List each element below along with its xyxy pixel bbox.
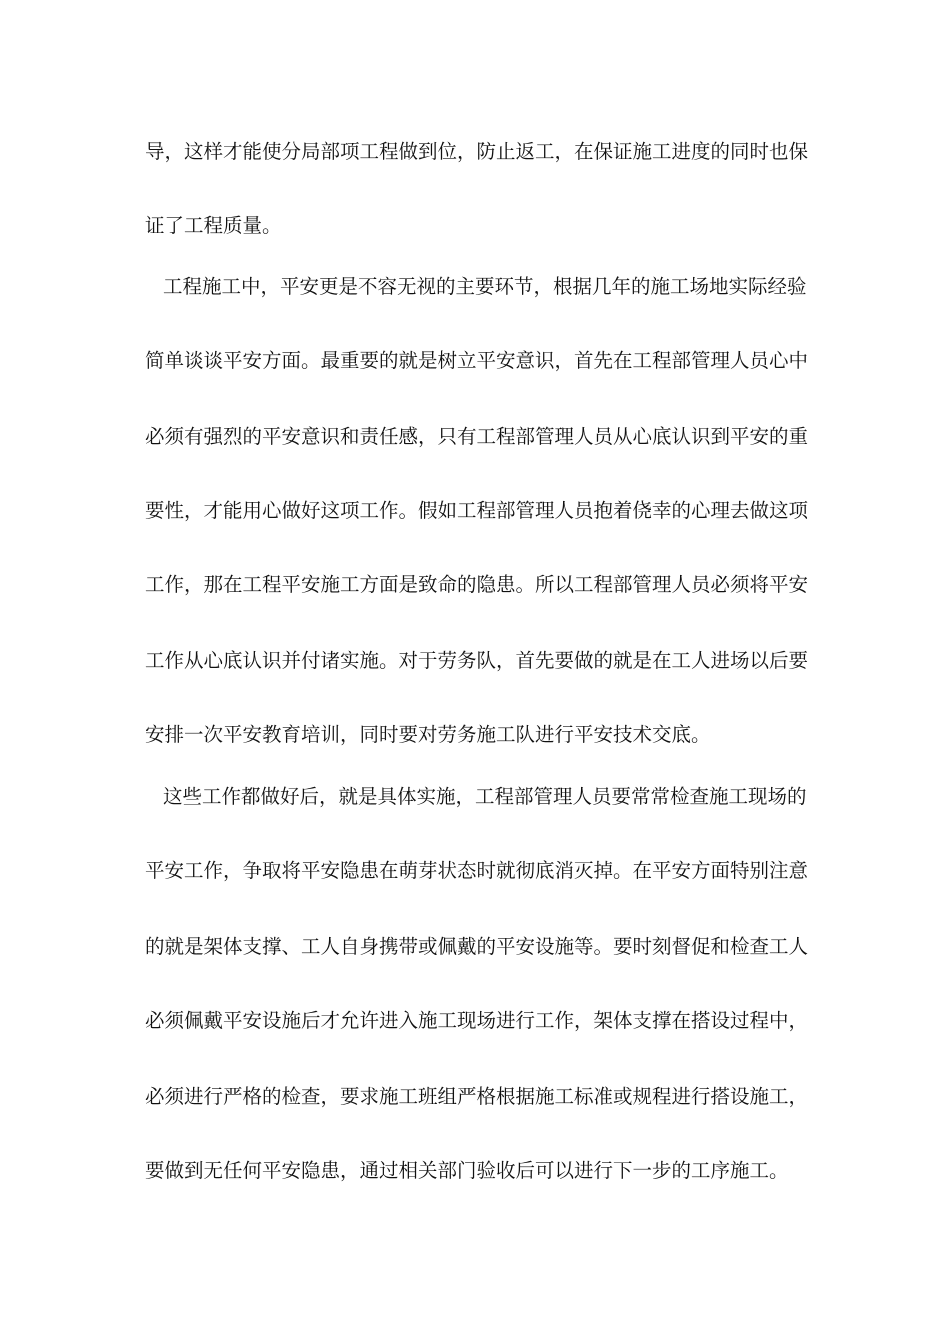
text-line-2: 证了工程质量。: [145, 214, 282, 237]
text-line-1: 导，这样才能使分局部项工程做到位，防止返工，在保证施工进度的同时也保: [145, 140, 809, 163]
text-line-5: 必须有强烈的平安意识和责任感，只有工程部管理人员从心底认识到平安的重: [145, 425, 809, 448]
text-line-15: 要做到无任何平安隐患，通过相关部门验收后可以进行下一步的工序施工。: [145, 1159, 789, 1182]
text-line-9: 安排一次平安教育培训，同时要对劳务施工队进行平安技术交底。: [145, 723, 711, 746]
text-line-4: 简单谈谈平安方面。最重要的就是树立平安意识，首先在工程部管理人员心中: [145, 349, 809, 372]
text-line-6: 要性，才能用心做好这项工作。假如工程部管理人员抱着侥幸的心理去做这项: [145, 499, 809, 522]
text-line-7: 工作，那在工程平安施工方面是致命的隐患。所以工程部管理人员必须将平安: [145, 573, 809, 596]
text-line-8: 工作从心底认识并付诸实施。对于劳务队，首先要做的就是在工人进场以后要: [145, 649, 809, 672]
text-line-13: 必须佩戴平安设施后才允许进入施工现场进行工作，架体支撑在搭设过程中，: [145, 1009, 809, 1032]
text-line-11: 平安工作，争取将平安隐患在萌芽状态时就彻底消灭掉。在平安方面特别注意: [145, 859, 809, 882]
text-line-14: 必须进行严格的检查，要求施工班组严格根据施工标准或规程进行搭设施工，: [145, 1085, 809, 1108]
text-line-12: 的就是架体支撑、工人自身携带或佩戴的平安设施等。要时刻督促和检查工人: [145, 935, 809, 958]
text-line-10: 这些工作都做好后，就是具体实施，工程部管理人员要常常检查施工现场的: [163, 785, 807, 808]
text-line-3: 工程施工中，平安更是不容无视的主要环节，根据几年的施工场地实际经验: [163, 275, 807, 298]
